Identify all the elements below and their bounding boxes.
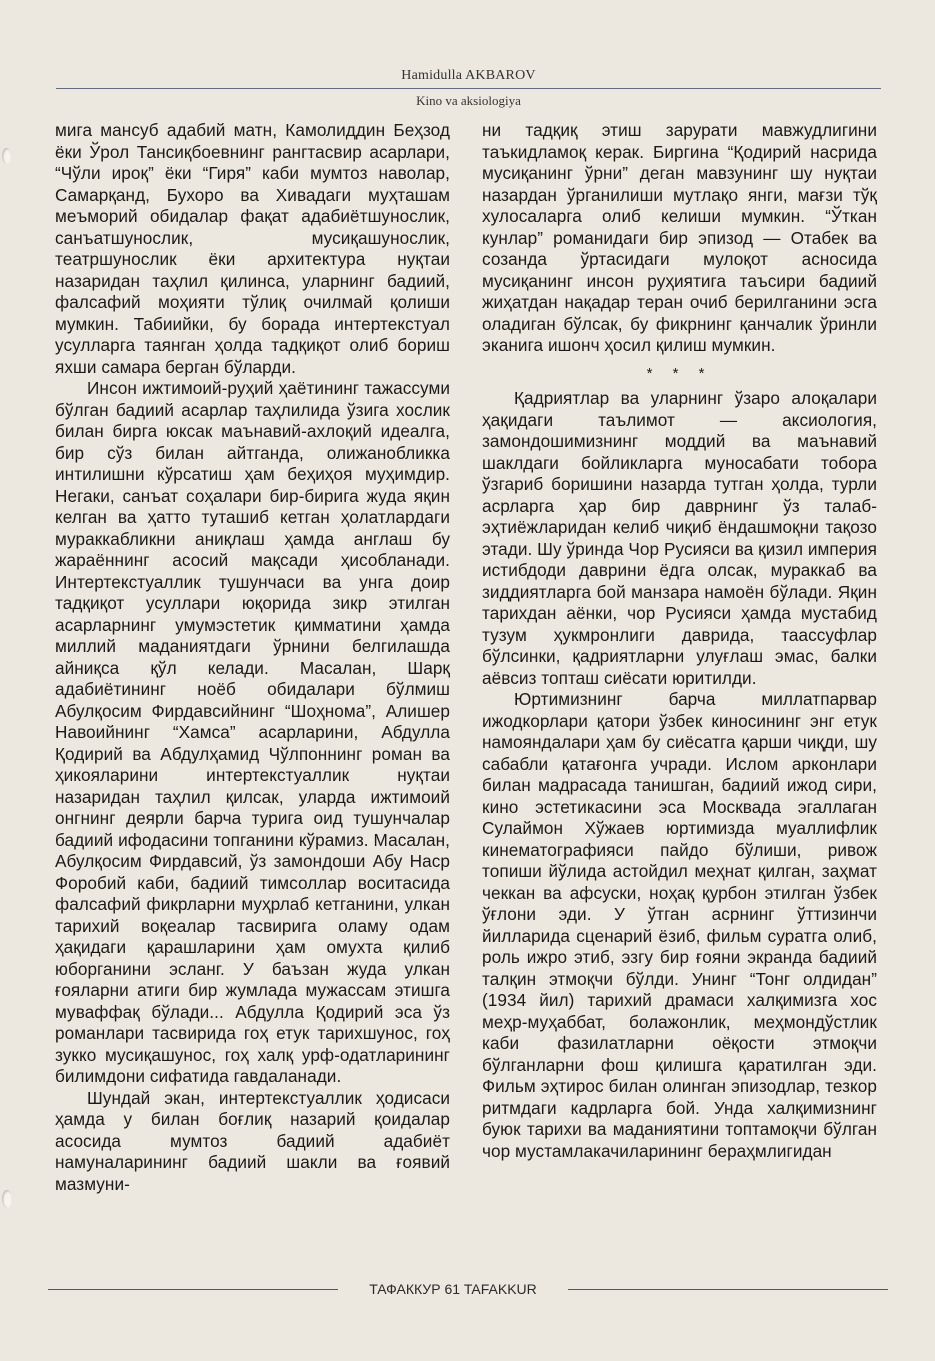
section-separator: * * * bbox=[646, 364, 713, 382]
left-column bbox=[55, 120, 450, 1195]
header-subtitle: Kino va aksiologiya bbox=[416, 93, 521, 108]
paragraph: Юртимизнинг барча миллатпарвар ижодкорлари қатори ўзбек киносининг энг етук намояндалари ҳам бу сиёсатга қарши чиқди, шу сабабли қатағонга учради. Ислом арконлари билан мадрасада танишган, бадиий ижод сири, кино эстетикасини эса Москвада эгаллаган Сулаймон Хўжаев юртимизда муаллифлик кинематографияси пайдо бўлиши, ривож топиши йўлида астойдил меҳнат қилган, заҳмат чеккан ва афсуски, ноҳақ қурбон этилган ўзбек ўғлони эди. У ўтган асрнинг ўттизинчи йилларида сценарий ёзиб, фильм суратга олиб, роль ижро этиб, эзгу бир ғояни экранда бадиий талқин этмоқчи бўлди. Унинг “Тонг олдидан” (1934 йил) тарихий драмаси халқимизга хос меҳр-муҳаббат, болажонлик, меҳмондўстлик каби фазилатларни оёқости этмоқчи бўлганларни фош қилишга қаратилган эди. Фильм эҳтирос билан олинган эпизодлар, тезкор ритмдаги кадрларга бой. Унда халқимизнинг буюк тарихи ва маданиятини топтамоқчи бўлган чор мустамлакачиларининг бераҳмлигидан bbox=[482, 689, 877, 1161]
footer-rule-left bbox=[48, 1289, 338, 1290]
footer-journal-latin: TAFAKKUR bbox=[463, 1281, 537, 1297]
binding-hole-top bbox=[2, 148, 11, 164]
page-number: 61 bbox=[444, 1281, 461, 1297]
paragraph: мига мансуб адабий матн, Камолиддин Беҳзод ёки Ўрол Тансиқбоевнинг рангтасвир асарлари, “Чўли ироқ” ёки “Гиря” каби мумтоз наволар, Самарқанд, Бухоро ва Хивадаги муҳташам меъморий обидалар фақат адабиётшунослик, санъатшунослик, мусиқашунослик, театршунослик ёки архитектура нуқтаи назаридан таҳлил қилинса, уларнинг бадиий, фалсафий моҳияти тўлиқ очилмай қолиши мумкин. Табиийки, бу борада интертекстуал усулларга таянган ҳолда тадқиқот олиб бориш яхши самара берган бўларди. bbox=[55, 120, 450, 377]
right-column bbox=[482, 120, 877, 1162]
binding-hole-bottom bbox=[2, 1190, 12, 1208]
paragraph: Қадриятлар ва уларнинг ўзаро алоқалари ҳақидаги таълимот — аксиология, замондошимизнинг моддий ва маънавий шаклдаги бойликларга муносабати тобора ўзгариб боришини назарда тутган ҳолда, турли асрларга ҳар бир даврнинг ўз талаб-эҳтиёжларидан келиб чиқиб ёндашмоқни тақозо этади. Шу ўринда Чор Русияси ва қизил империя истибдоди даврини ёдга олсак, мураккаб ва зиддиятларга бой манзара намоён бўлади. Яқин тарихдан аёнки, чор Русияси ҳамда мустабид тузум ҳукмронлиги даврида, таассуфлар бўлсинки, қадриятларни улуғлаш эмас, балки аёвсиз топташ сиёсати юритилди. bbox=[482, 388, 877, 688]
footer-label bbox=[338, 1278, 568, 1300]
footer-journal-cyrillic: ТАФАККУР bbox=[369, 1281, 441, 1297]
paragraph: ни тадқиқ этиш зарурати мавжудлигини таъкидламоқ керак. Биргина “Қодирий насрида мусиқанинг ўрни” деган мавзунинг шу нуқтаи назардан ўрганилиши мутлақо янги, мағзи тўқ хулосаларга олиб келиши мумкин. “Ўткан кунлар” романидаги бир эпизод — Отабек ва созанда ўртасидаги мулоқот асносида мусиқанинг инсон руҳиятига таъсири бадиий жиҳатдан нақадар теран очиб берилганини эсга оладиган бўлсак, бу фикрнинг қанчалик ўринли эканига ишонч ҳосил қилиш мумкин. bbox=[482, 120, 877, 355]
paragraph: Шундай экан, интертекстуаллик ҳодисаси ҳамда у билан боғлиқ назарий қоидалар асосида мумтоз бадиий адабиёт намуналарининг бадиий шакли ва ғоявий мазмуни- bbox=[55, 1087, 450, 1194]
page-footer bbox=[48, 1278, 888, 1300]
footer-rule-right bbox=[568, 1289, 888, 1290]
running-header bbox=[56, 66, 881, 109]
header-author: Hamidulla AKBAROV bbox=[401, 68, 536, 83]
header-rule bbox=[56, 88, 881, 89]
paragraph: Инсон ижтимоий-руҳий ҳаётининг тажассуми бўлган бадиий асарлар таҳлилида ўзига хослик билан бирга юксак маънавий-ахлоқий идеалга, бир сўз билан айтганда, олижанобликка интилишни кўрсатиш ҳам беҳиҳоя муҳимдир. Негаки, санъат соҳалари бир-бирига жуда яқин келган ва ҳатто туташиб кетган ҳолатлардаги мураккабликни аниқлаш ҳамда англаш бу жараённинг асосий мақсади ҳисобланади. Интертекстуаллик тушунчаси ва унга доир тадқиқот усуллари юқорида зикр этилган асарларнинг умумэстетик қимматини ҳамда миллий маданиятдаги ўрнини белгилашда айниқса қўл келади. Масалан, Шарқ адабиётининг ноёб обидалари бўлмиш Абулқосим Фирдавсийнинг “Шоҳнома”, Алишер Навоийнинг “Хамса” асарларини, Абдулла Қодирий ва Абдулҳамид Чўлпоннинг роман ва ҳикояларини интертекстуаллик нуқтаи назаридан таҳлил қилсак, уларда ижтимоий онгнинг деярли барча турига оид тушунчалар бадиий ифодасини топганини кўрамиз. Масалан, Абулқосим Фирдавсий, ўз замондоши Абу Наср Форобий каби, бадиий тимсоллар воситасида фалсафий фикрларни муҳрлаб кетганини, улкан тарихий воқеалар тасвирига оламу одам ҳақидаги қарашларини ҳам омухта қилиб юборганини эсланг. У баъзан жуда улкан ғояларни атиги бир жумлада мужассам этишга муваффақ бўлади... Абдулла Қодирий эса ўз романлари тасвирида гоҳ етук тарихшунос, гоҳ зукко мусиқашунос, гоҳ халқ урф-одатларининг билимдони сифатида гавдаланади. bbox=[55, 378, 450, 1086]
